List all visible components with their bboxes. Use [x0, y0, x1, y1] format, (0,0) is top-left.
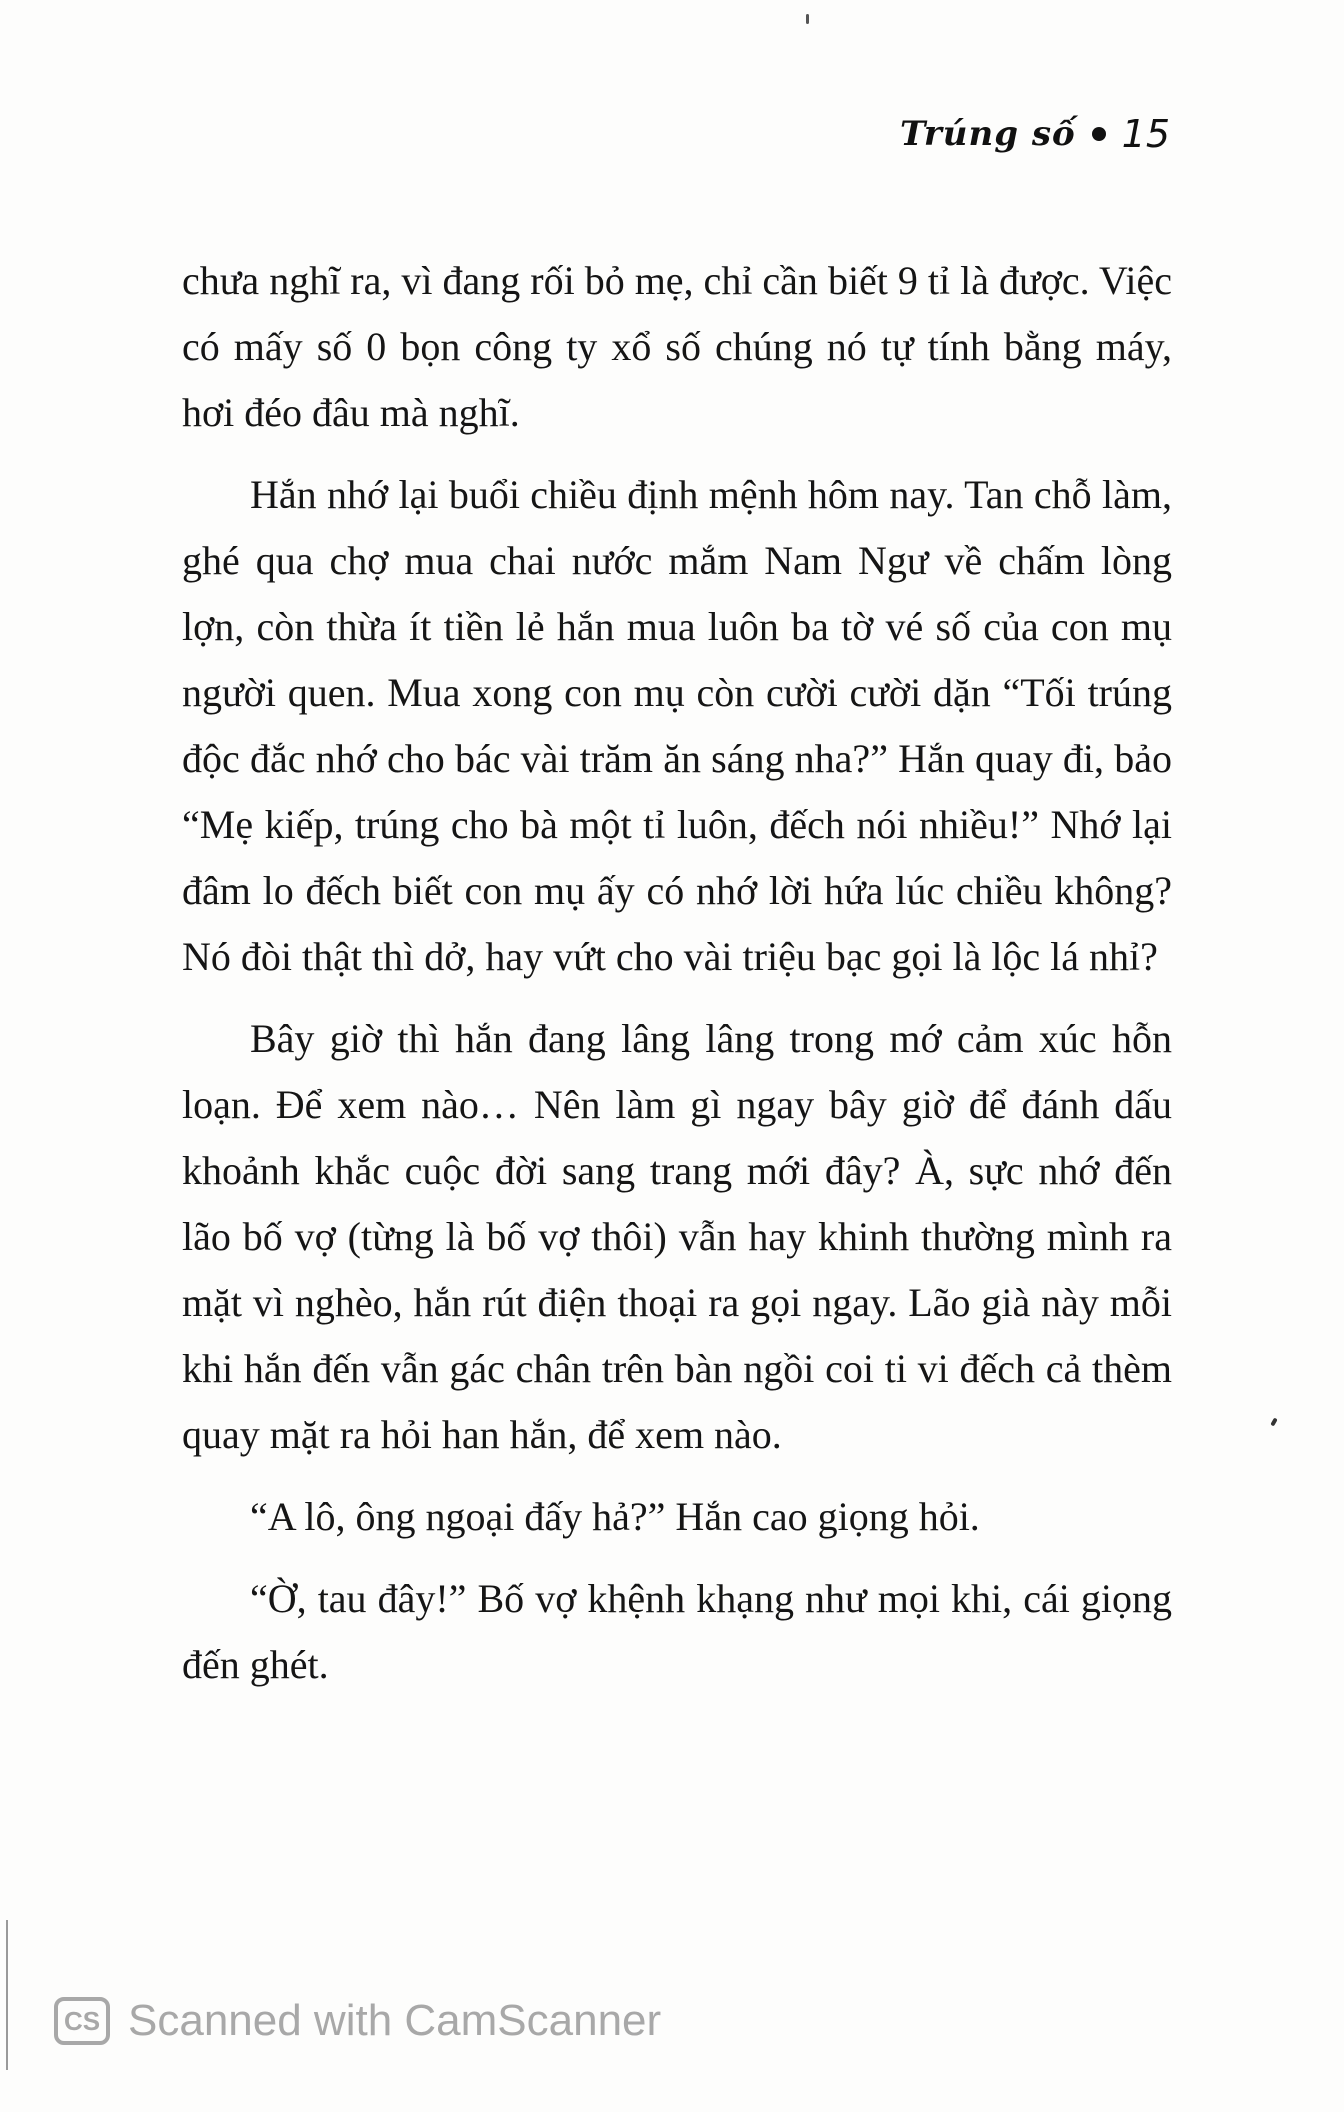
paragraph: Hắn nhớ lại buổi chiều định mệnh hôm nay. Tan chỗ làm, ghé qua chợ mua chai nước mắm Nam Ngư về chấm lòng lợn, còn thừa ít tiền lẻ hắn mua luôn ba tờ vé số của con mụ người quen. Mua xong con mụ còn cười cười dặn “Tối trúng độc đắc nhớ cho bác vài trăm ăn sáng nha?” Hắn quay đi, bảo “Mẹ kiếp, trúng cho bà một tỉ luôn, đếch nói nhiều!” Nhớ lại đâm lo đếch biết con mụ ấy có nhớ lời hứa lúc chiều không? Nó đòi thật thì dở, hay vứt cho vài triệu bạc gọi là lộc lá nhỉ?	[182, 472, 1172, 979]
watermark-text: Scanned with CamScanner	[128, 1996, 662, 2045]
paragraph-continuation: chưa nghĩ ra, vì đang rối bỏ mẹ, chỉ cần biết 9 tỉ là được. Việc có mấy số 0 bọn công ty xổ số chúng nó tự tính bằng máy, hơi đéo đâu mà nghĩ.	[182, 258, 1172, 435]
chapter-title: Trúng số	[900, 114, 1076, 154]
paragraph: Bây giờ thì hắn đang lâng lâng trong mớ cảm xúc hỗn loạn. Để xem nào… Nên làm gì ngay bây giờ để đánh dấu khoảnh khắc cuộc đời sang trang mới đây? À, sực nhớ đến lão bố vợ (từng là bố vợ thôi) vẫn hay khinh thường mình ra mặt vì nghèo, hắn rút điện thoại ra gọi ngay. Lão già này mỗi khi hắn đến vẫn gác chân trên bàn ngồi coi ti vi đếch cả thèm quay mặt ra hỏi han hắn, để xem nào.	[182, 1016, 1172, 1457]
running-header	[900, 112, 1170, 156]
scan-speck	[806, 14, 809, 24]
bullet-separator	[1092, 127, 1106, 141]
page-number: 15	[1121, 112, 1170, 156]
page-edge-shadow	[6, 1920, 8, 2070]
body-text	[182, 248, 1172, 1714]
dialogue-paragraph: “A lô, ông ngoại đấy hả?” Hắn cao giọng hỏi.	[250, 1494, 980, 1539]
camscanner-logo-icon: CS	[54, 1997, 110, 2045]
scan-speck	[1270, 1418, 1277, 1427]
camscanner-watermark	[54, 1996, 661, 2046]
dialogue-paragraph: “Ờ, tau đây!” Bố vợ khệnh khạng như mọi khi, cái giọng đến ghét.	[182, 1576, 1172, 1687]
